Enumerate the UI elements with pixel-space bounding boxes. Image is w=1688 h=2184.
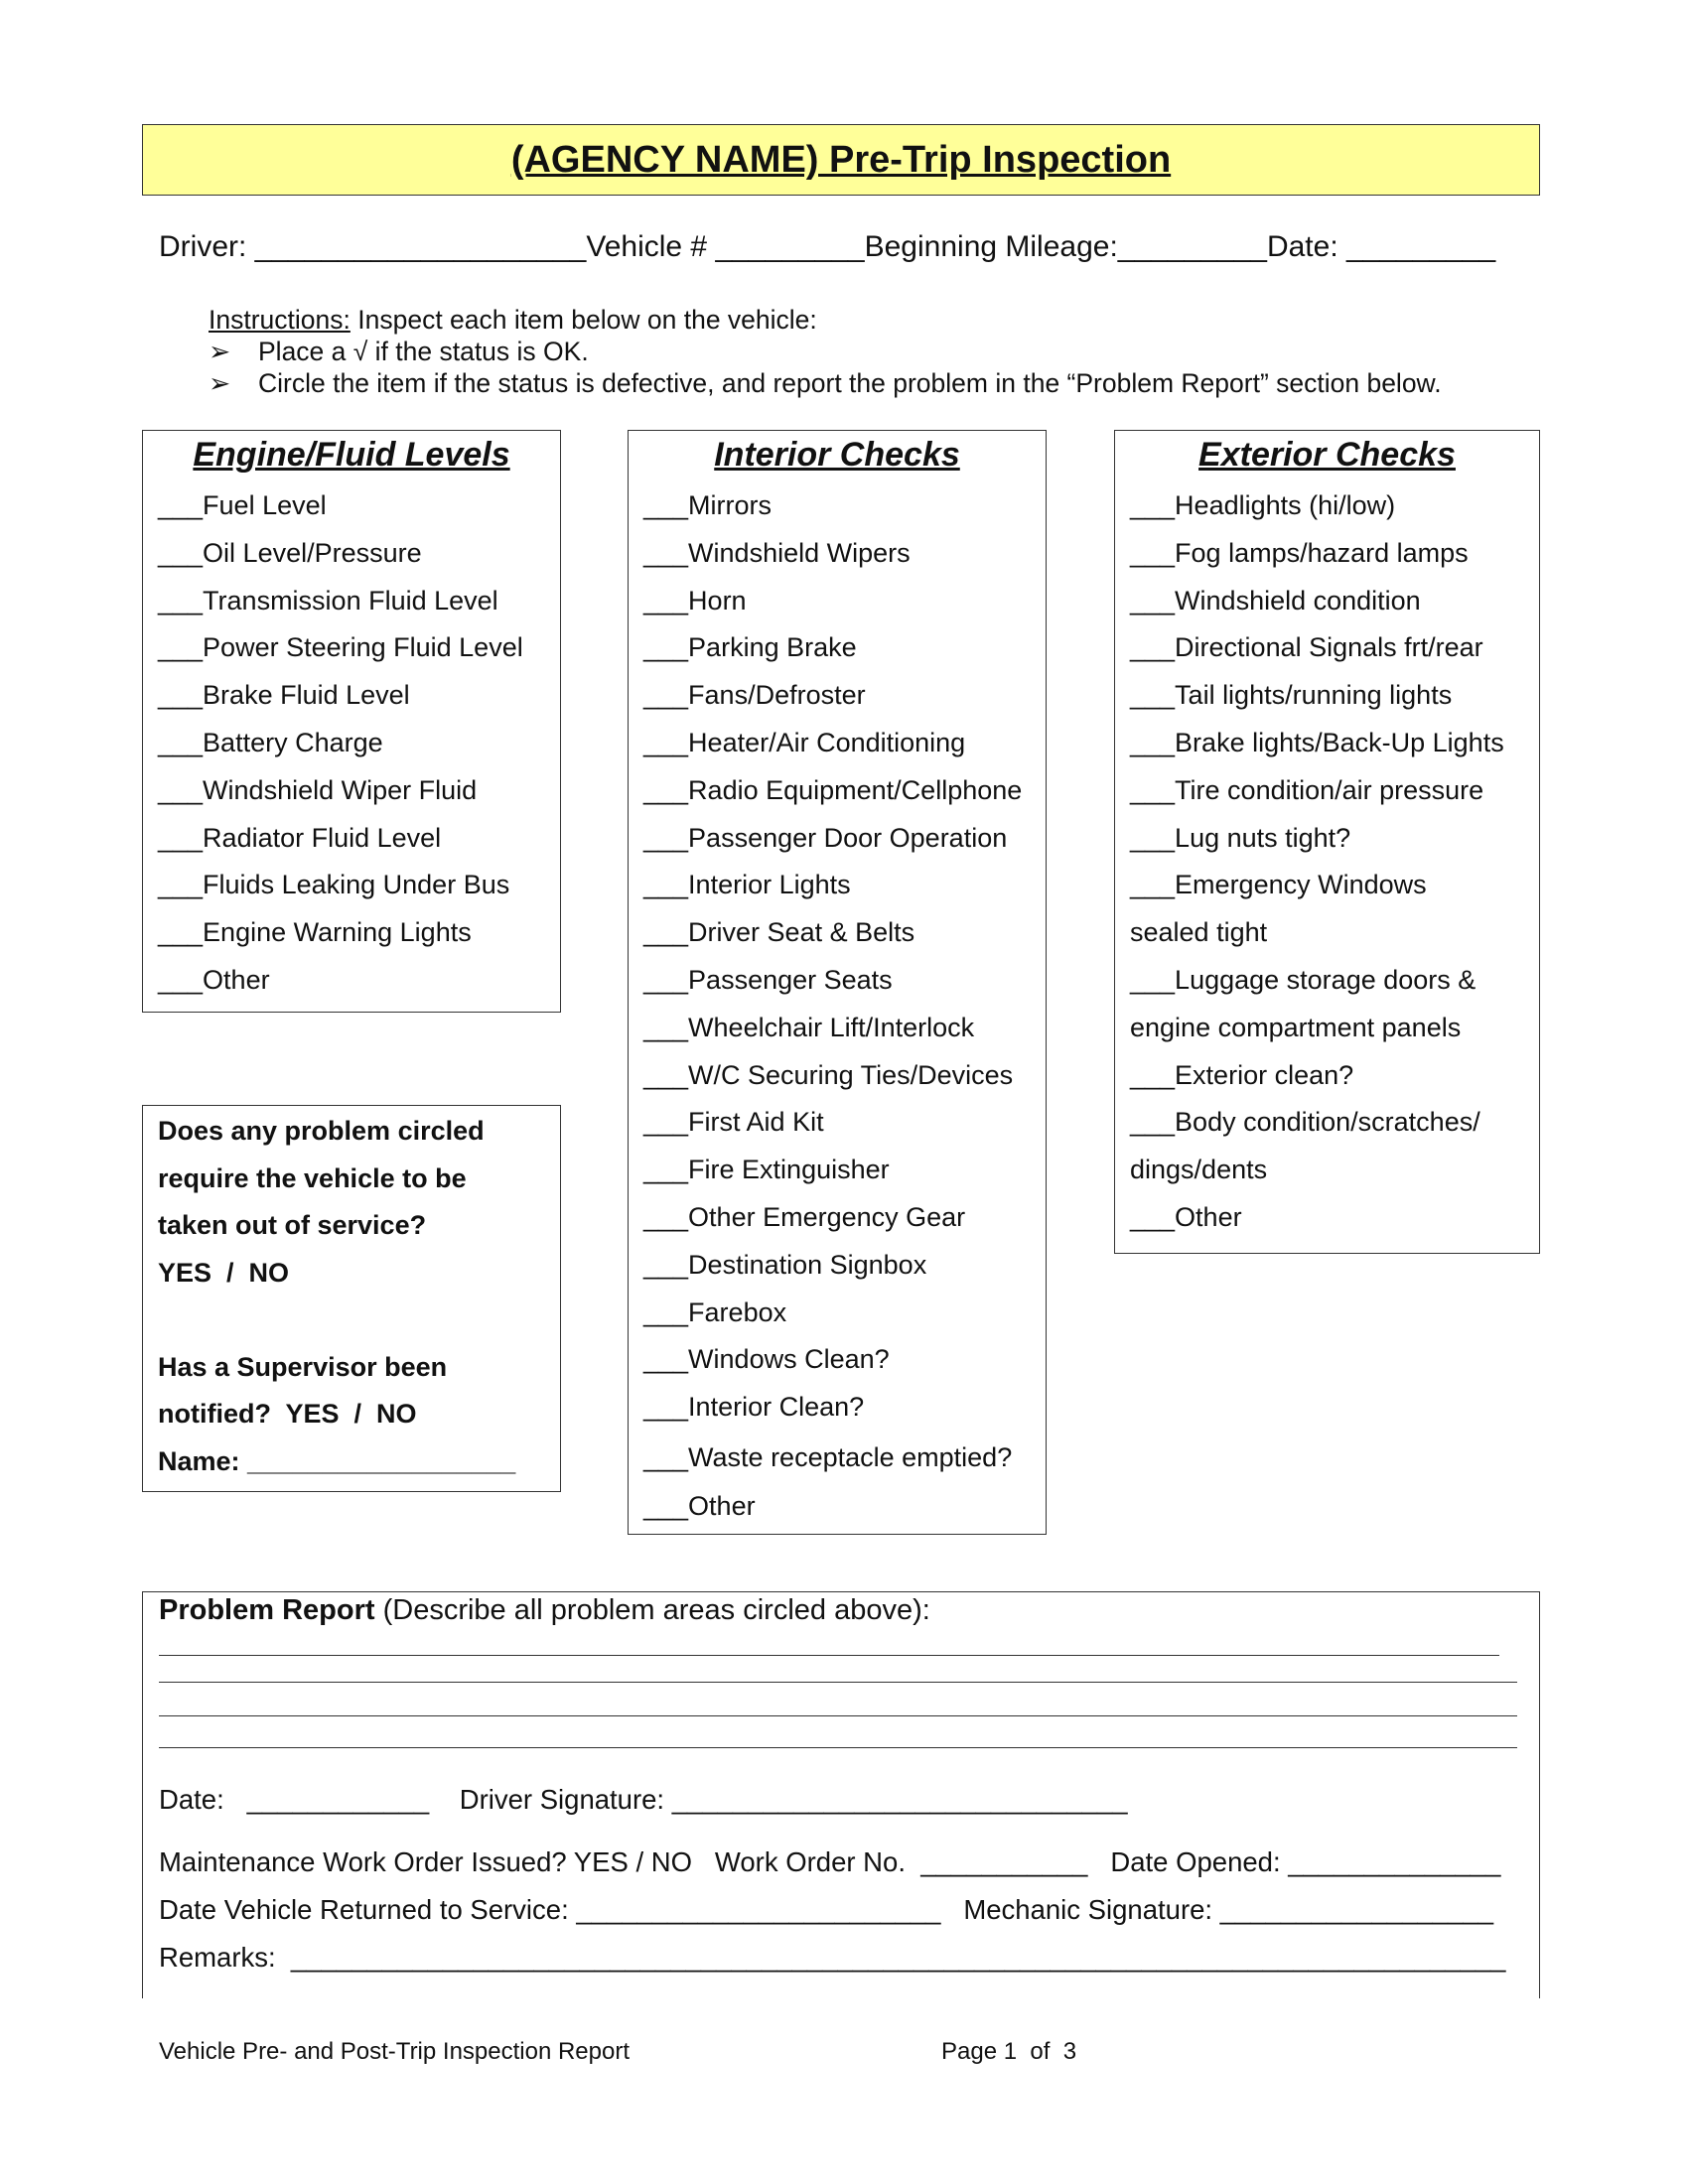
checklist-item[interactable]: ___Luggage storage doors &: [1130, 964, 1477, 995]
page-title: (AGENCY NAME) Pre-Trip Inspection: [510, 138, 1172, 181]
supervisor-name-field[interactable]: Name: __________________: [158, 1445, 516, 1476]
checklist-item[interactable]: ___Fans/Defroster: [643, 680, 866, 711]
question-line: require the vehicle to be: [158, 1162, 467, 1193]
checklist-item[interactable]: ___Windshield Wipers: [643, 537, 911, 568]
checklist-item[interactable]: ___Destination Signbox: [643, 1249, 927, 1280]
out-of-service-question: [142, 1105, 561, 1492]
checklist-item[interactable]: ___Passenger Seats: [643, 964, 893, 995]
exterior-checks-list: [1115, 482, 1539, 1242]
checklist-item[interactable]: ___Brake lights/Back-Up Lights: [1130, 727, 1504, 757]
spacer: [158, 1297, 560, 1344]
engine-fluid-section: [142, 430, 561, 1013]
interior-checks-section: [628, 430, 1047, 1535]
question-line: taken out of service?: [158, 1210, 427, 1240]
checklist-item[interactable]: ___Horn: [643, 585, 747, 615]
checklist-item[interactable]: ___Battery Charge: [158, 727, 383, 757]
checklist-item[interactable]: ___Tire condition/air pressure: [1130, 774, 1484, 805]
header-fields-line: Driver: ____________________Vehicle # _________Beginning Mileage:_________Date: _________: [159, 230, 1496, 263]
checklist-item-continued: dings/dents: [1130, 1155, 1268, 1185]
checklist-item[interactable]: ___Other Emergency Gear: [643, 1201, 966, 1232]
problem-report-heading: Problem Report: [159, 1594, 375, 1626]
checklist-item[interactable]: ___Waste receptacle emptied?: [643, 1441, 1013, 1472]
footer-report-name: Vehicle Pre- and Post-Trip Inspection Report: [159, 2038, 631, 2065]
problem-description-line[interactable]: [159, 1747, 1517, 1748]
exterior-checks-heading: Exterior Checks: [1198, 436, 1456, 474]
checklist-item[interactable]: ___Fuel Level: [158, 490, 327, 520]
instructions: [209, 304, 1442, 399]
checklist-item[interactable]: ___Lug nuts tight?: [1130, 822, 1351, 853]
checklist-item[interactable]: ___W/C Securing Ties/Devices: [643, 1059, 1014, 1090]
checklist-item[interactable]: ___Power Steering Fluid Level: [158, 632, 523, 663]
checklist-item[interactable]: ___Fire Extinguisher: [643, 1155, 890, 1185]
checklist-item[interactable]: ___Other: [1130, 1201, 1242, 1232]
footer-page-number: Page 1 of 3: [941, 2038, 1077, 2065]
title-banner: [142, 124, 1540, 196]
checklist-item[interactable]: ___Tail lights/running lights: [1130, 680, 1453, 711]
checklist-item[interactable]: ___Body condition/scratches/: [1130, 1107, 1480, 1138]
checklist-item[interactable]: ___Exterior clean?: [1130, 1059, 1354, 1090]
instruction-bullet: Circle the item if the status is defective, and report the problem in the “Problem Report” section below.: [258, 368, 1442, 398]
checklist-item[interactable]: ___Windshield condition: [1130, 585, 1421, 615]
checklist-item[interactable]: ___Oil Level/Pressure: [158, 537, 422, 568]
interior-checks-heading: Interior Checks: [714, 436, 960, 474]
yes-no-option[interactable]: YES / NO: [158, 1257, 290, 1288]
checklist-item-continued: sealed tight: [1130, 917, 1268, 948]
checklist-item[interactable]: ___Directional Signals frt/rear: [1130, 632, 1483, 663]
problem-description-line[interactable]: [159, 1715, 1517, 1716]
checklist-item[interactable]: ___Passenger Door Operation: [643, 822, 1008, 853]
checklist-item[interactable]: ___Transmission Fluid Level: [158, 585, 498, 615]
instructions-label: Instructions:: [209, 305, 351, 335]
checklist-item[interactable]: ___Fog lamps/hazard lamps: [1130, 537, 1469, 568]
checklist-item[interactable]: ___Interior Clean?: [643, 1392, 865, 1423]
engine-fluid-list: [143, 482, 560, 1005]
checklist-item[interactable]: ___Windshield Wiper Fluid: [158, 774, 478, 805]
checklist-item[interactable]: ___Mirrors: [643, 490, 773, 520]
checklist-item[interactable]: ___Windows Clean?: [643, 1344, 890, 1375]
instructions-text: Inspect each item below on the vehicle:: [350, 305, 817, 335]
interior-checks-list: [629, 482, 1046, 1531]
supervisor-notified-option[interactable]: notified? YES / NO: [158, 1399, 417, 1429]
checklist-item[interactable]: ___Interior Lights: [643, 870, 851, 900]
problem-report-subtitle: (Describe all problem areas circled above):: [374, 1594, 930, 1626]
checklist-item[interactable]: ___First Aid Kit: [643, 1107, 824, 1138]
checklist-item[interactable]: ___Driver Seat & Belts: [643, 917, 915, 948]
problem-report-title: [159, 1594, 930, 1627]
question-line: Has a Supervisor been: [158, 1351, 448, 1382]
exterior-checks-section: [1114, 430, 1540, 1254]
returned-to-service-row[interactable]: Date Vehicle Returned to Service: ________________________ Mechanic Signature: __________________: [159, 1894, 1493, 1925]
checklist-item[interactable]: ___Headlights (hi/low): [1130, 490, 1396, 520]
checklist-item[interactable]: ___Brake Fluid Level: [158, 680, 410, 711]
checklist-item[interactable]: ___Engine Warning Lights: [158, 917, 472, 948]
date-signature-row[interactable]: Date: ____________ Driver Signature: ______________________________: [159, 1784, 1128, 1815]
checklist-item[interactable]: ___Wheelchair Lift/Interlock: [643, 1012, 975, 1042]
engine-fluid-heading: Engine/Fluid Levels: [193, 436, 510, 474]
checklist-item[interactable]: ___Other: [158, 964, 270, 995]
work-order-row[interactable]: Maintenance Work Order Issued? YES / NO Work Order No. ___________ Date Opened: ______________: [159, 1846, 1501, 1877]
question-line: Does any problem circled: [158, 1116, 485, 1146]
instruction-bullet: Place a √ if the status is OK.: [258, 337, 589, 366]
bullet-arrow-icon: ➢: [209, 368, 231, 398]
checklist-item[interactable]: ___Emergency Windows: [1130, 870, 1427, 900]
checklist-item-continued: engine compartment panels: [1130, 1012, 1462, 1042]
problem-description-line[interactable]: [159, 1682, 1517, 1683]
checklist-item[interactable]: ___Parking Brake: [643, 632, 857, 663]
checklist-item[interactable]: ___Heater/Air Conditioning: [643, 727, 966, 757]
checklist-item[interactable]: ___Farebox: [643, 1297, 787, 1327]
checklist-item[interactable]: ___Radiator Fluid Level: [158, 822, 442, 853]
checklist-item[interactable]: ___Fluids Leaking Under Bus: [158, 870, 510, 900]
checklist-item[interactable]: ___Radio Equipment/Cellphone: [643, 774, 1023, 805]
problem-description-line[interactable]: [159, 1655, 1499, 1656]
bullet-arrow-icon: ➢: [209, 337, 231, 366]
checklist-item[interactable]: ___Other: [643, 1490, 756, 1521]
remarks-row[interactable]: Remarks: ________________________________________________________________________________: [159, 1942, 1506, 1973]
